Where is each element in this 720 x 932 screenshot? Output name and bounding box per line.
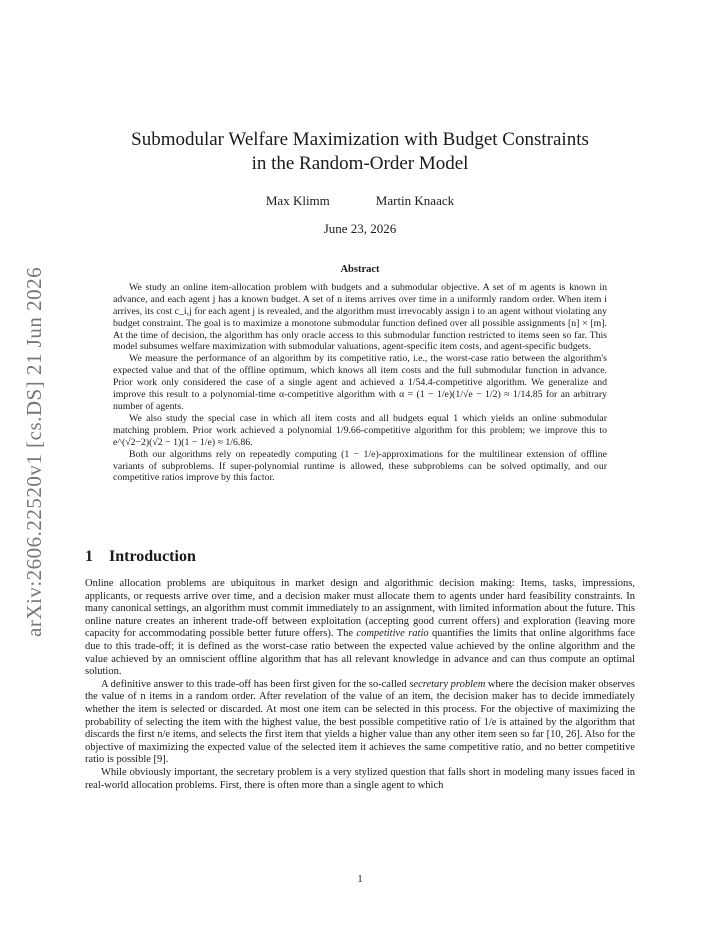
section-number: 1 [85, 548, 93, 565]
body-text-run: where the decision maker observes the value of n items in a random order. After revelation of the value of an item, the decision maker has to decide immediately whether the item is selected or discarded. At most one item can be selected in this process. For the objective of maximizing the probability of selecting the item with the highest value, the best possible competitive ratio of 1/e is attained by the algorithm that discards the first n/e items, and selects the first item that yields a higher value than any other item seen so far [10, 26]. Also for the objective of maximizing the expected value of the selected item it achieves the same competitive ratio, and no better competitive ratio is possible [9]. [85, 678, 635, 766]
arxiv-identifier: arXiv:2606.22520v1 [cs.DS] 21 Jun 2026 [22, 266, 46, 638]
abstract-paragraph: We study an online item-allocation problem with budgets and a submodular objective. A set of m agents is known in advance, and each agent j has a known budget. A set of n items arrives over time in a uniformly random order. When item i arrives, its cost c_i,j for each agent j is revealed, and the algorithm must irrevocably assign i to an agent without violating any budget constraint. The goal is to maximize a monotone submodular function defined over all possible assignments [n] × [m]. At the time of decision, the algorithm has only oracle access to this submodular function restricted to items seen so far. This model subsumes welfare maximization with submodular valuations, agent-specific item costs, and agent-specific budgets. [113, 281, 607, 353]
emphasis-text: secretary problem [409, 678, 486, 690]
section-heading [85, 548, 635, 566]
paper-title-line-1: Submodular Welfare Maximization with Budget Constraints [131, 129, 589, 150]
abstract-heading: Abstract [340, 264, 380, 275]
abstract-paragraph: Both our algorithms rely on repeatedly computing (1 − 1/e)-approximations for the multilinear extension of offline variants of subproblems. If super-polynomial runtime is allowed, these subproblems can be solved optimally, and our competitive ratios improve by this factor. [113, 448, 607, 484]
author-name: Martin Knaack [375, 193, 455, 208]
body-text [85, 578, 635, 792]
section-title: Introduction [109, 548, 196, 565]
page-number: 1 [357, 873, 363, 885]
body-text-run: Online allocation problems are ubiquitous in market design and algorithmic decision making: Items, tasks, impressions, applicants, or requests arrive over time, and a decision maker must allocate them to agents under hard feasibility constraints. In many canonical settings, an algorithm must commit immediately to an assignment, with limited information about the future. This online nature creates an inherent trade-off between exploitation (accepting good current offers) and exploration (leaving more capacity for accommodating possible better future offers). The [85, 578, 635, 640]
abstract [113, 264, 607, 484]
body-paragraph [85, 679, 635, 767]
body-text-run: A definitive answer to this trade-off has been first given for the so-called [101, 678, 410, 690]
body-text-run: quantifies the limits that online algorithms face due to this trade-off; it is defined as the worst-case ratio between the expected value achieved by the online algorithm and the value achieved by an omniscient offline algorithm that has all relevant knowledge in advance and can thus compute an optimal solution. [85, 628, 635, 678]
body-paragraph: While obviously important, the secretary problem is a very stylized question that falls short in modeling many issues faced in real-world allocation problems. First, there is often more than a single agent to which [85, 766, 635, 791]
abstract-paragraph: We also study the special case in which all item costs and all budgets equal 1 which yields an online submodular matching problem. Prior work achieved a polynomial 1/9.66-competitive algorithm for this problem; we improve this to e^(√2−2)(√2 − 1)(1 − 1/e) ≈ 1/6.86. [113, 412, 607, 448]
emphasis-text: competitive ratio [356, 628, 429, 640]
paper-date: June 23, 2026 [323, 221, 397, 236]
author-list [0, 193, 720, 209]
paper-title [70, 128, 650, 176]
abstract-paragraph: We measure the performance of an algorithm by its competitive ratio, i.e., the worst-case ratio between the algorithm's expected value and that of the offline optimum, which knows all item costs and the full submodular function in advance. Prior work only considered the case of a single agent and achieved a 1/54.4-competitive algorithm. We generalize and improve this result to a polynomial-time α-competitive algorithm with α = (1 − 1/e)(1/√e − 1/2) ≈ 1/14.85 for an arbitrary number of agents. [113, 353, 607, 412]
author-name: Max Klimm [265, 193, 330, 208]
paper-title-line-2: in the Random-Order Model [251, 153, 469, 174]
body-paragraph [85, 578, 635, 679]
